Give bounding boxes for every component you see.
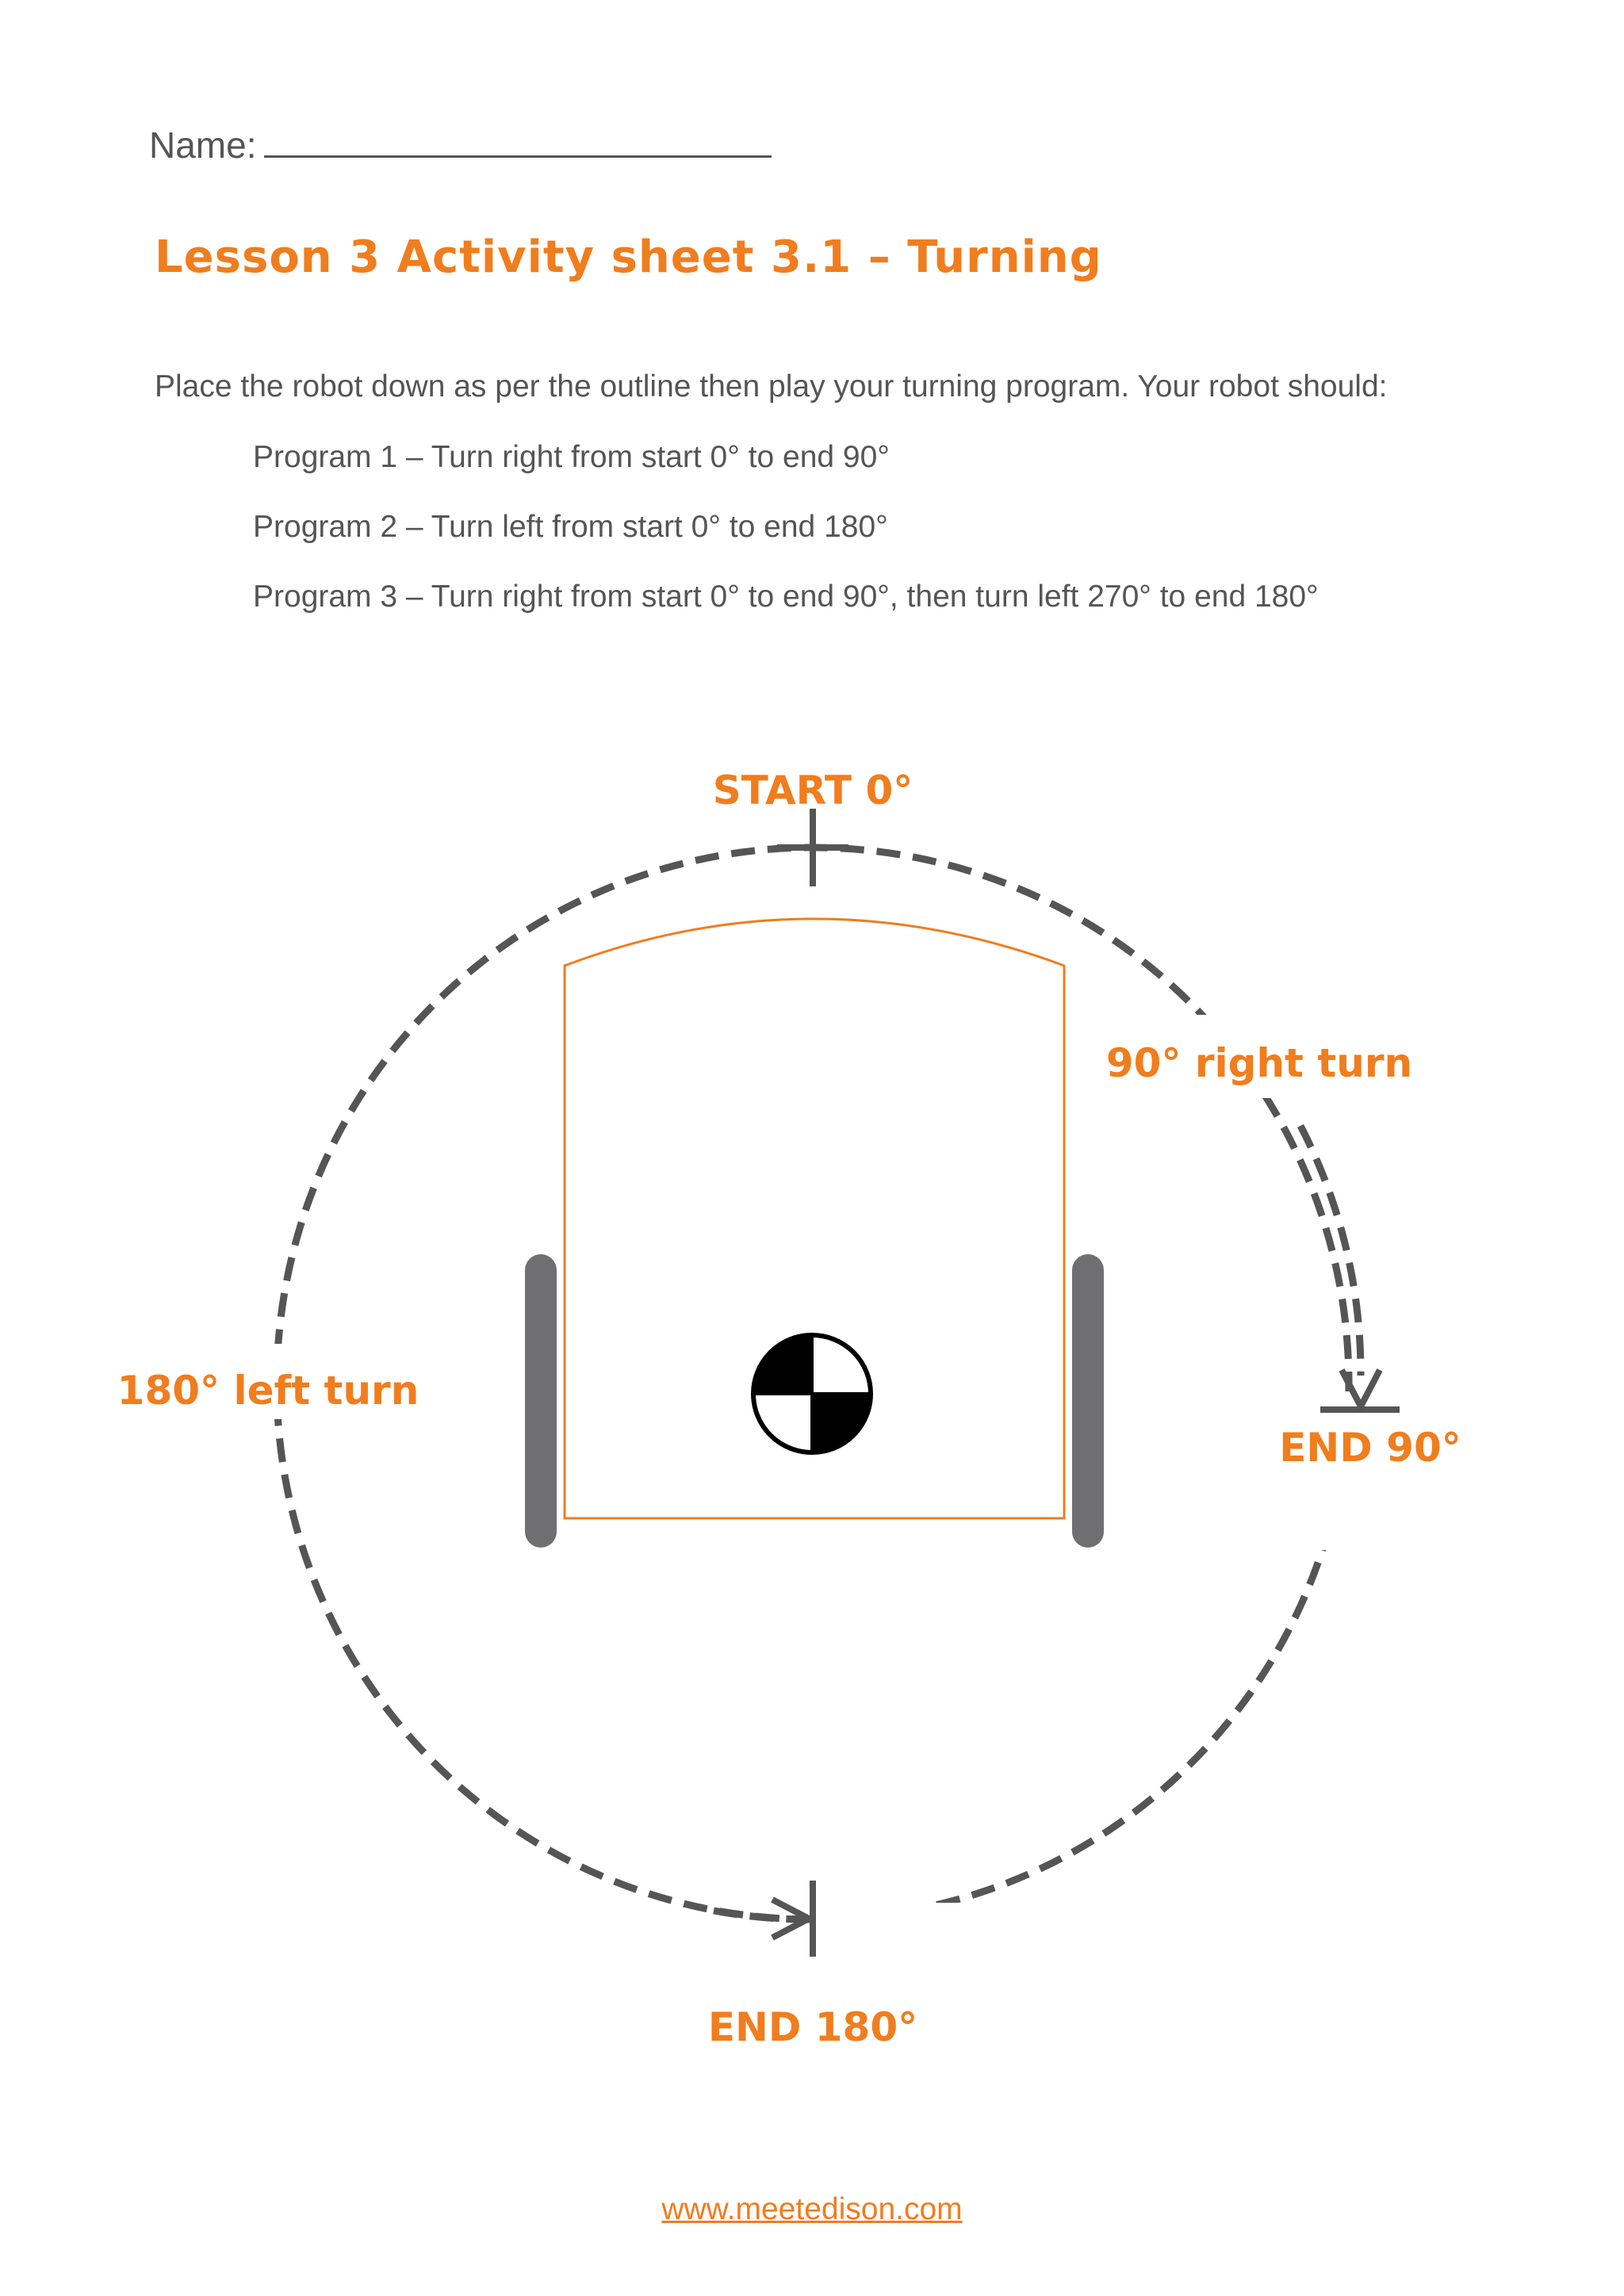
- name-label: Name:: [149, 124, 257, 166]
- start-label: START 0°: [712, 767, 914, 813]
- right-turn-label: 90° right turn: [1105, 1040, 1413, 1086]
- left-turn-arc-end: [714, 1911, 801, 1919]
- left-turn-label: 180° left turn: [117, 1368, 419, 1414]
- program-3-text: Program 3 – Turn right from start 0° to end 90°, then turn left 270° to end 180°: [253, 580, 1319, 614]
- intro-text: Place the robot down as per the outline then play your turning program. Your robot should:: [155, 369, 1388, 404]
- website-link[interactable]: www.meetedison.com: [661, 2192, 963, 2226]
- program-2-text: Program 2 – Turn left from start 0° to end 180°: [253, 510, 888, 544]
- page-title: Lesson 3 Activity sheet 3.1 – Turning: [155, 232, 1102, 283]
- end-90-label: END 90°: [1279, 1425, 1461, 1471]
- end-gap-mask: [813, 1903, 1209, 1998]
- end-90-gap-mask: [1150, 1391, 1451, 1550]
- end-180-label: END 180°: [707, 2004, 918, 2050]
- center-target-icon: [753, 1335, 871, 1452]
- program-1-text: Program 1 – Turn right from start 0° to end 90°: [253, 440, 890, 474]
